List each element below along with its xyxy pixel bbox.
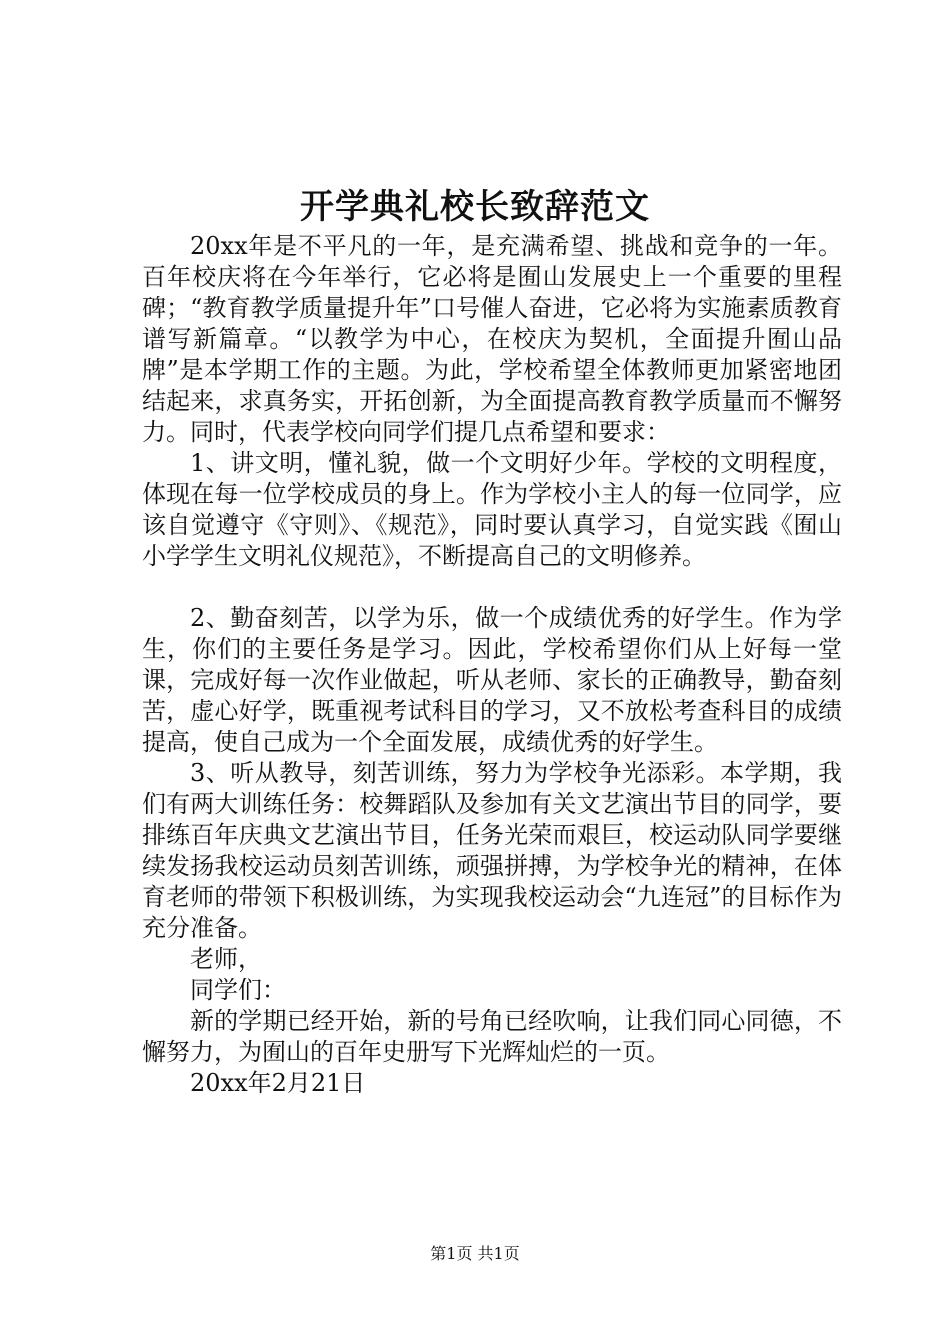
document-body xyxy=(142,231,842,1099)
paragraph-point-2: 2、勤奋刻苦，以学为乐，做一个成绩优秀的好学生。作为学生，你们的主要任务是学习。因此，学校希望你们从上好每一堂课，完成好每一次作业做起，听从老师、家长的正确教导，勤奋刻苦，虚心好学，既重视考试科目的学习，又不放松考查科目的成绩提高，使自己成为一个全面发展，成绩优秀的好学生。 xyxy=(142,604,842,756)
blank-line xyxy=(142,572,842,603)
salutation-teachers: 老师， xyxy=(190,945,262,973)
paragraph-point-1: 1、讲文明，懂礼貌，做一个文明好少年。学校的文明程度，体现在每一位学校成员的身上。作为学校小主人的每一位同学，应该自觉遵守《守则》、《规范》，同时要认真学习，自觉实践《囿山小学学生文明礼仪规范》，不断提高自己的文明修养。 xyxy=(142,449,842,570)
document-date: 20xx年2月21日 xyxy=(190,1069,366,1097)
salutation-students: 同学们： xyxy=(190,976,286,1004)
paragraph-closing: 新的学期已经开始，新的号角已经吹响，让我们同心同德，不懈努力，为囿山的百年史册写下光辉灿烂的一页。 xyxy=(142,1007,842,1066)
paragraph-intro: 20xx年是不平凡的一年，是充满希望、挑战和竞争的一年。百年校庆将在今年举行，它必将是囿山发展史上一个重要的里程碑；“教育教学质量提升年”口号催人奋进，它必将为实施素质教育谱写新篇章。“以教学为中心，在校庆为契机，全面提升囿山品牌”是本学期工作的主题。为此，学校希望全体教师更加紧密地团结起来，求真务实，开拓创新，为全面提高教育教学质量而不懈努力。同时，代表学校向同学们提几点希望和要求： xyxy=(142,232,842,446)
paragraph-point-3: 3、听从教导，刻苦训练，努力为学校争光添彩。本学期，我们有两大训练任务：校舞蹈队及参加有关文艺演出节目的同学，要排练百年庆典文艺演出节目，任务光荣而艰巨，校运动队同学要继续发扬我校运动员刻苦训练，顽强拼搏，为学校争光的精神，在体育老师的带领下积极训练，为实现我校运动会“九连冠”的目标作为充分准备。 xyxy=(142,759,842,942)
page-footer: 第1页 共1页 xyxy=(430,1244,520,1263)
document-title: 开学典礼校长致辞范文 xyxy=(300,187,650,227)
